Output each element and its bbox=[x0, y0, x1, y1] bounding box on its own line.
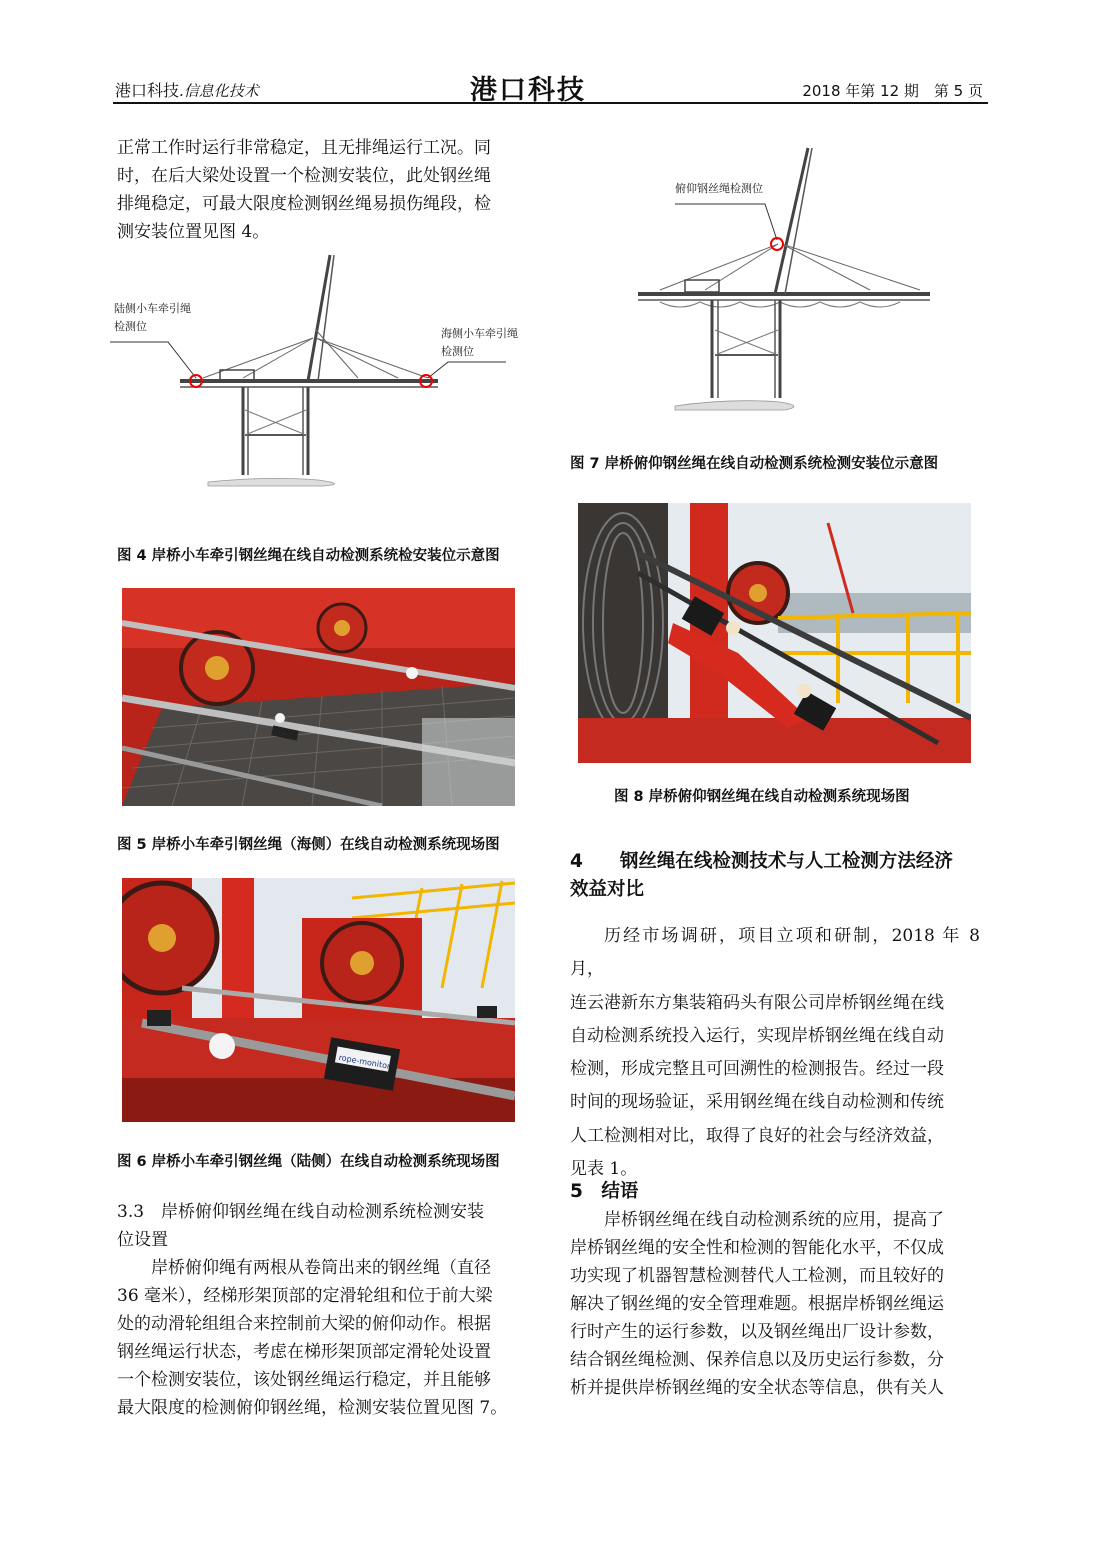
text-line: 最大限度的检测俯仰钢丝绳，检测安装位置见图 7。 bbox=[117, 1398, 508, 1418]
header-rule bbox=[113, 102, 988, 104]
text-line: 检测，形成完整且可回溯性的检测报告。经过一段 bbox=[570, 1059, 944, 1080]
section-4-body bbox=[570, 920, 980, 1186]
text-line: 排绳稳定，可最大限度检测钢丝绳易损伤绳段，检 bbox=[117, 194, 491, 214]
figure-8-photo bbox=[578, 503, 971, 763]
text-line: 行时产生的运行参数，以及钢丝绳出厂设计参数， bbox=[570, 1322, 944, 1342]
figure-7-crane-diagram bbox=[620, 140, 950, 420]
figure-7-caption: 图 7 岸桥俯仰钢丝绳在线自动检测系统检测安装位示意图 bbox=[570, 456, 939, 472]
text-line: 结合钢丝绳检测、保养信息以及历史运行参数，分 bbox=[570, 1350, 944, 1370]
section-name: .信息化技术 bbox=[179, 82, 259, 100]
text-line: 时间的现场验证，采用钢丝绳在线自动检测和传统 bbox=[570, 1092, 944, 1113]
text-line: 自动检测系统投入运行，实现岸桥钢丝绳在线自动 bbox=[570, 1025, 944, 1046]
text-line: 功实现了机器智慧检测替代人工检测，而且较好的 bbox=[570, 1266, 944, 1286]
text-line: 处的动滑轮组组合来控制前大梁的俯仰动作。根据 bbox=[117, 1314, 491, 1334]
fig4-sea-label-line1: 海侧小车牵引绳 bbox=[441, 327, 518, 340]
fig4-land-label-line1: 陆侧小车牵引绳 bbox=[114, 302, 191, 315]
section-3-3-title-line1: 3.3 岸桥俯仰钢丝绳在线自动检测系统检测安装 bbox=[117, 1202, 485, 1222]
figure-5-caption: 图 5 岸桥小车牵引钢丝绳（海侧）在线自动检测系统现场图 bbox=[117, 837, 500, 853]
text-line: 解决了钢丝绳的安全管理难题。根据岸桥钢丝绳运 bbox=[570, 1294, 944, 1314]
intro-paragraph bbox=[117, 134, 525, 246]
section-4-title-line2: 效益对比 bbox=[570, 879, 645, 900]
section-3-3 bbox=[117, 1198, 525, 1422]
text-line: 连云港新东方集装箱码头有限公司岸桥钢丝绳在线 bbox=[570, 992, 944, 1013]
text-line: 一个检测安装位，该处钢丝绳运行稳定，并且能够 bbox=[117, 1370, 491, 1390]
fig4-land-label-line2: 检测位 bbox=[114, 320, 147, 333]
fig7-label: 俯仰钢丝绳检测位 bbox=[675, 182, 763, 195]
text-line: 时，在后大梁处设置一个检测安装位，此处钢丝绳 bbox=[117, 166, 491, 186]
fig4-sea-label-line2: 检测位 bbox=[441, 345, 474, 358]
section-4 bbox=[570, 848, 980, 904]
figure-5-photo bbox=[122, 588, 515, 806]
section-4-title-line1: 4 钢丝绳在线检测技术与人工检测方法经济 bbox=[570, 851, 953, 872]
text-line: 正常工作时运行非常稳定，且无排绳运行工况。同 bbox=[117, 138, 491, 158]
section-5-body bbox=[570, 1206, 980, 1402]
figure-8-caption: 图 8 岸桥俯仰钢丝绳在线自动检测系统现场图 bbox=[614, 789, 910, 805]
issue-info: 2018 年第 12 期 第 5 页 bbox=[802, 82, 983, 100]
text-line: 析并提供岸桥钢丝绳的安全状态等信息，供有关人 bbox=[570, 1378, 944, 1398]
text-line: 历经市场调研，项目立项和研制，2018 年 8 月， bbox=[570, 926, 980, 980]
text-line: 岸桥钢丝绳的安全性和检测的智能化水平，不仅成 bbox=[570, 1238, 944, 1258]
journal-name: 港口科技.信息化技术 bbox=[115, 81, 259, 100]
figure-6-photo bbox=[122, 878, 515, 1122]
text-line: 测安装位置见图 4。 bbox=[117, 222, 270, 242]
fig6-device-label: rope-monitor bbox=[338, 1052, 391, 1071]
figure-4-crane-diagram bbox=[108, 250, 528, 495]
text-line: 岸桥钢丝绳在线自动检测系统的应用，提高了 bbox=[604, 1210, 944, 1230]
figure-6-caption: 图 6 岸桥小车牵引钢丝绳（陆侧）在线自动检测系统现场图 bbox=[117, 1154, 500, 1170]
section-5-title: 5 结语 bbox=[570, 1181, 639, 1202]
text-line: 人工检测相对比，取得了良好的社会与经济效益， bbox=[570, 1125, 944, 1146]
text-line: 见表 1。 bbox=[570, 1159, 638, 1180]
section-3-3-title-line2: 位设置 bbox=[117, 1230, 168, 1250]
text-line: 岸桥俯仰绳有两根从卷筒出来的钢丝绳（直径 bbox=[151, 1258, 491, 1278]
text-line: 36 毫米），经梯形架顶部的定滑轮组和位于前大梁 bbox=[117, 1286, 493, 1306]
text-line: 钢丝绳运行状态，考虑在梯形架顶部定滑轮处设置 bbox=[117, 1342, 491, 1362]
journal-logo: 港口科技 bbox=[470, 75, 586, 106]
figure-4-caption: 图 4 岸桥小车牵引钢丝绳在线自动检测系统检安装位示意图 bbox=[117, 548, 500, 564]
